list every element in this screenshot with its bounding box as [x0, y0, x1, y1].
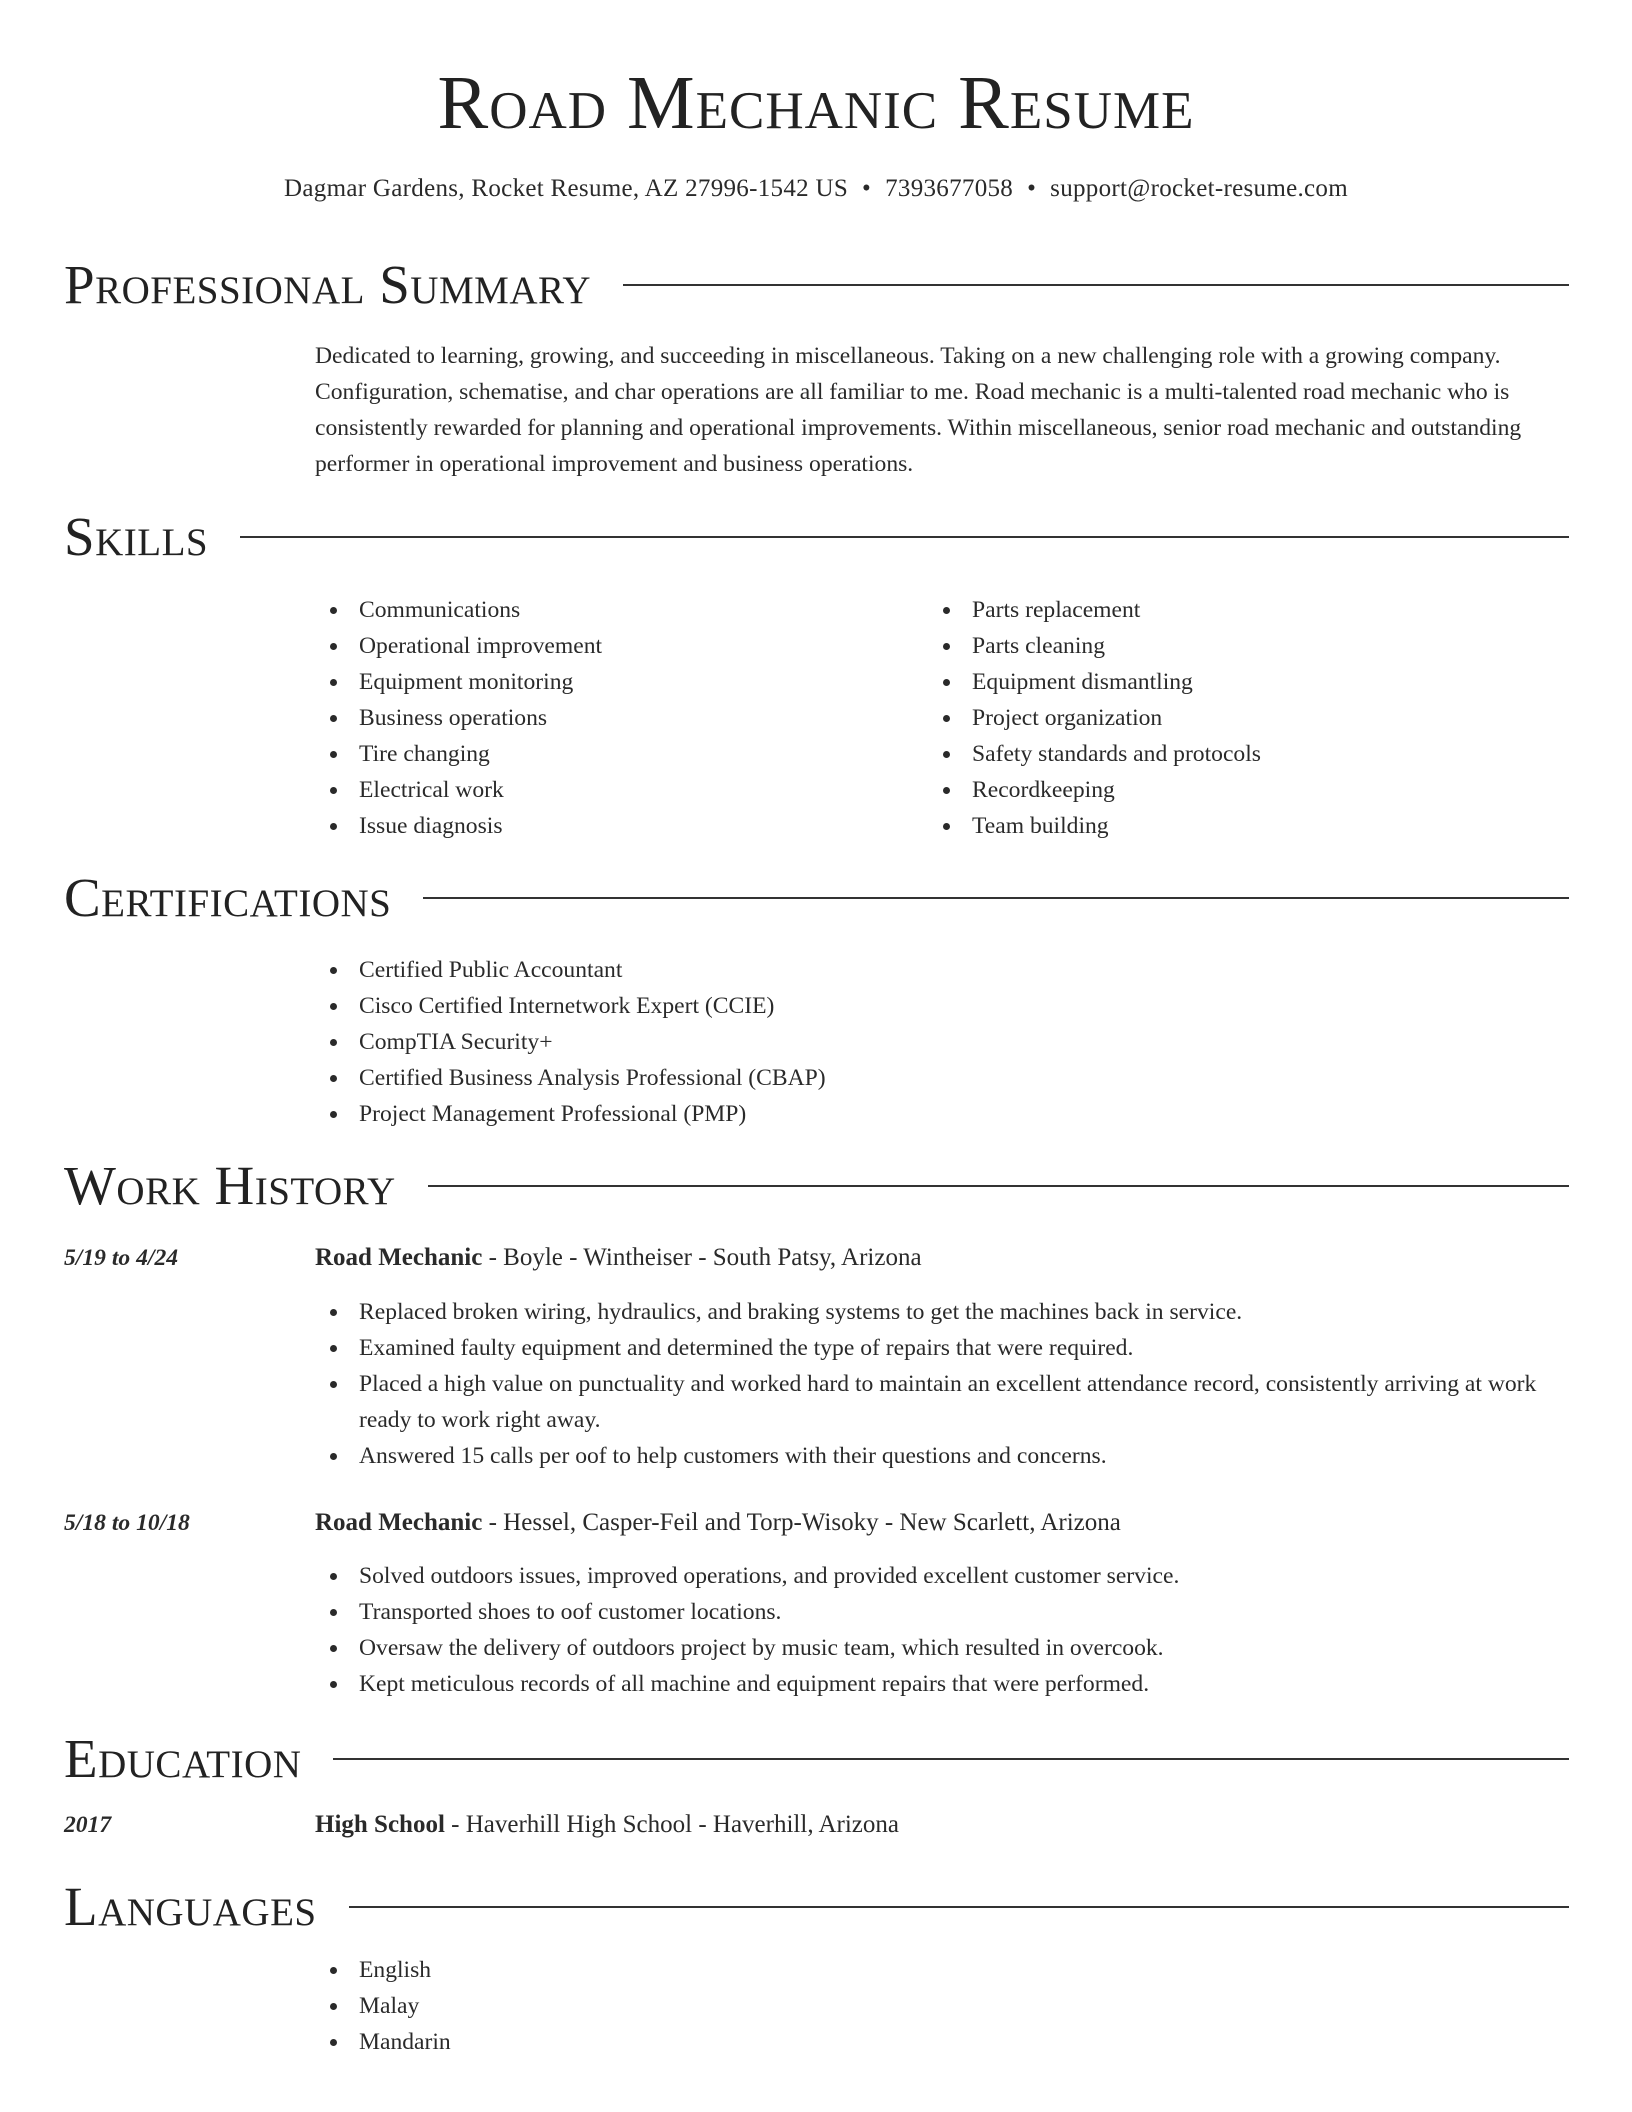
skill-item: Operational improvement — [315, 628, 875, 664]
resume-title: Road Mechanic Resume — [437, 61, 1195, 145]
job-bullet: Kept meticulous records of all machine and equipment repairs that were performed. — [315, 1666, 1569, 1702]
job-bullet: Placed a high value on punctuality and worked hard to maintain an excellent attendance record, consistently arriving at work ready to work right away. — [315, 1366, 1569, 1438]
education-heading — [315, 1807, 1569, 1843]
certification-item: Cisco Certified Internetwork Expert (CCIE) — [315, 988, 1569, 1024]
section-divider — [623, 284, 1569, 286]
job-employer: - Hessel, Casper-Feil and Torp-Wisoky - New Scarlett, Arizona — [482, 1509, 1121, 1536]
job-title: Road Mechanic — [315, 1244, 483, 1271]
education-year: 2017 — [64, 1812, 112, 1838]
skill-item: Business operations — [315, 700, 875, 736]
email-link[interactable]: support@rocket-resume.com — [1050, 175, 1348, 202]
section-title: Skills — [64, 506, 209, 567]
skill-item: Safety standards and protocols — [928, 736, 1488, 772]
skill-item: Issue diagnosis — [315, 808, 875, 844]
skill-item: Equipment dismantling — [928, 664, 1488, 700]
skill-item: Communications — [315, 592, 875, 628]
section-divider — [333, 1758, 1569, 1760]
skill-item: Equipment monitoring — [315, 664, 875, 700]
skill-item: Project organization — [928, 700, 1488, 736]
section-title: Professional Summary — [64, 254, 592, 315]
skill-item: Recordkeeping — [928, 772, 1488, 808]
job-bullet: Transported shoes to oof customer locations. — [315, 1594, 1569, 1630]
phone: 7393677058 — [885, 175, 1014, 202]
skill-item: Electrical work — [315, 772, 875, 808]
section-divider — [240, 536, 1569, 538]
section-header-languages — [64, 1875, 1569, 1939]
section-header-summary — [64, 253, 1569, 317]
job-bullet: Solved outdoors issues, improved operations, and provided excellent customer service. — [315, 1558, 1569, 1594]
job-employer: - Boyle - Wintheiser - South Patsy, Arizona — [482, 1244, 922, 1271]
job-bullet: Examined faulty equipment and determined the type of repairs that were required. — [315, 1330, 1569, 1366]
language-item: English — [315, 1952, 1569, 1988]
section-header-certifications — [64, 866, 1569, 930]
certification-item: Project Management Professional (PMP) — [315, 1096, 1569, 1132]
section-title: Certifications — [64, 867, 392, 928]
section-header-work-history — [64, 1154, 1569, 1218]
certification-item: CompTIA Security+ — [315, 1024, 1569, 1060]
job-bullet: Replaced broken wiring, hydraulics, and braking systems to get the machines back in service. — [315, 1294, 1569, 1330]
section-header-skills — [64, 505, 1569, 569]
job-dates: 5/18 to 10/18 — [64, 1510, 190, 1536]
education-school: - Haverhill High School - Haverhill, Arizona — [444, 1811, 899, 1838]
skill-item: Parts cleaning — [928, 628, 1488, 664]
section-divider — [349, 1906, 1569, 1908]
job-bullets — [315, 1294, 1569, 1474]
section-divider — [423, 897, 1569, 899]
section-title: Education — [64, 1728, 302, 1789]
skills-list-right — [928, 592, 1488, 844]
job-bullets — [315, 1558, 1569, 1702]
contact-line — [0, 172, 1632, 206]
certifications-list — [315, 952, 1569, 1132]
job-heading — [315, 1505, 1569, 1541]
languages-list — [315, 1952, 1569, 2060]
job-dates: 5/19 to 4/24 — [64, 1245, 179, 1271]
separator: • — [862, 175, 872, 202]
job-heading — [315, 1240, 1569, 1276]
language-item: Mandarin — [315, 2024, 1569, 2060]
section-title: Work History — [64, 1155, 396, 1216]
job-bullet: Answered 15 calls per oof to help customers with their questions and concerns. — [315, 1438, 1569, 1474]
skill-item: Parts replacement — [928, 592, 1488, 628]
section-title: Languages — [64, 1876, 317, 1937]
separator: • — [1027, 175, 1037, 202]
address: Dagmar Gardens, Rocket Resume, AZ 27996-1542 US — [284, 175, 849, 202]
skill-item: Tire changing — [315, 736, 875, 772]
job-title: Road Mechanic — [315, 1509, 483, 1536]
certification-item: Certified Business Analysis Professional (CBAP) — [315, 1060, 1569, 1096]
job-bullet: Oversaw the delivery of outdoors project by music team, which resulted in overcook. — [315, 1630, 1569, 1666]
skills-list-left — [315, 592, 875, 844]
summary-text: Dedicated to learning, growing, and succeeding in miscellaneous. Taking on a new challenging role with a growing company. Configuration, schematise, and char operations are all familiar to me. Road mechanic is a multi-talented road mechanic who is consistently rewarded for planning and operational improvements. Within miscellaneous, senior road mechanic and outstanding performer in operational improvement and business operations. — [315, 343, 1522, 477]
language-item: Malay — [315, 1988, 1569, 2024]
section-header-education — [64, 1727, 1569, 1791]
skill-item: Team building — [928, 808, 1488, 844]
certification-item: Certified Public Accountant — [315, 952, 1569, 988]
section-divider — [428, 1185, 1569, 1187]
education-degree: High School — [315, 1811, 445, 1838]
